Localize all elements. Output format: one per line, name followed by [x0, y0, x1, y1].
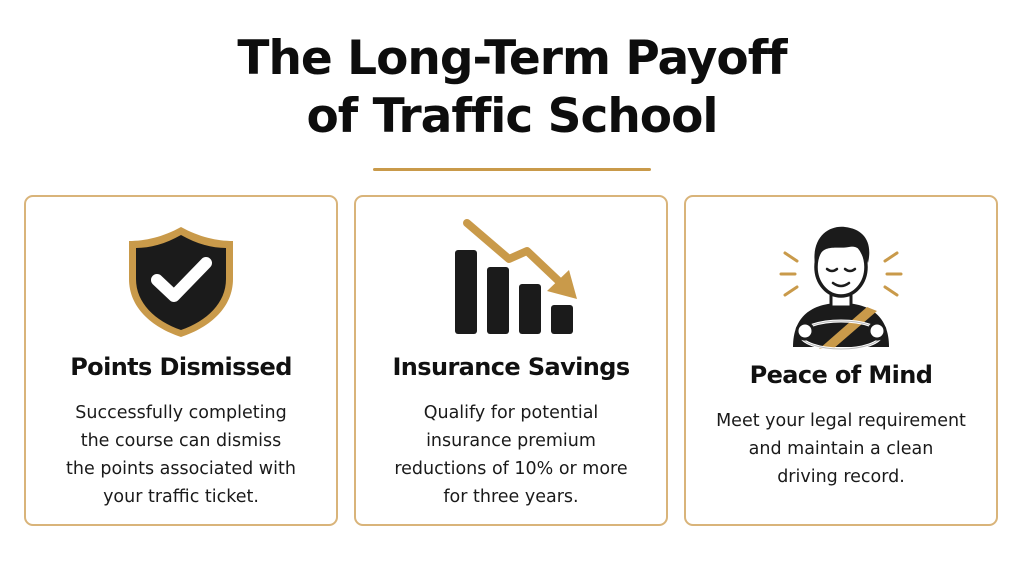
card-description-line: the course can dismiss: [80, 431, 282, 451]
card-description-line: your traffic ticket.: [103, 487, 259, 507]
card-title: Points Dismissed: [70, 353, 292, 381]
page-title-line-1: The Long-Term Payoff: [237, 31, 787, 86]
page-title: [0, 30, 1024, 146]
card-description: [686, 407, 996, 491]
title-divider: [373, 168, 651, 171]
card-title: Peace of Mind: [749, 361, 933, 389]
shield-check-icon: [26, 223, 336, 341]
calm-driver-icon: [686, 211, 996, 351]
card-description-line: Qualify for potential: [423, 403, 599, 423]
page-title-line-2: of Traffic School: [306, 89, 718, 144]
card-description: [26, 399, 336, 511]
card-description: [356, 399, 666, 511]
card-points-dismissed: [24, 195, 338, 526]
card-insurance-savings: [354, 195, 668, 526]
card-description-line: driving record.: [777, 467, 905, 487]
declining-bar-chart-icon: [356, 217, 666, 337]
card-title: Insurance Savings: [392, 353, 630, 381]
card-description-line: insurance premium: [426, 431, 596, 451]
card-description-line: Successfully completing: [75, 403, 287, 423]
card-description-line: Meet your legal requirement: [716, 411, 966, 431]
card-peace-of-mind: [684, 195, 998, 526]
card-description-line: and maintain a clean: [748, 439, 934, 459]
card-description-line: reductions of 10% or more: [394, 459, 628, 479]
card-description-line: the points associated with: [66, 459, 296, 479]
card-description-line: for three years.: [443, 487, 579, 507]
